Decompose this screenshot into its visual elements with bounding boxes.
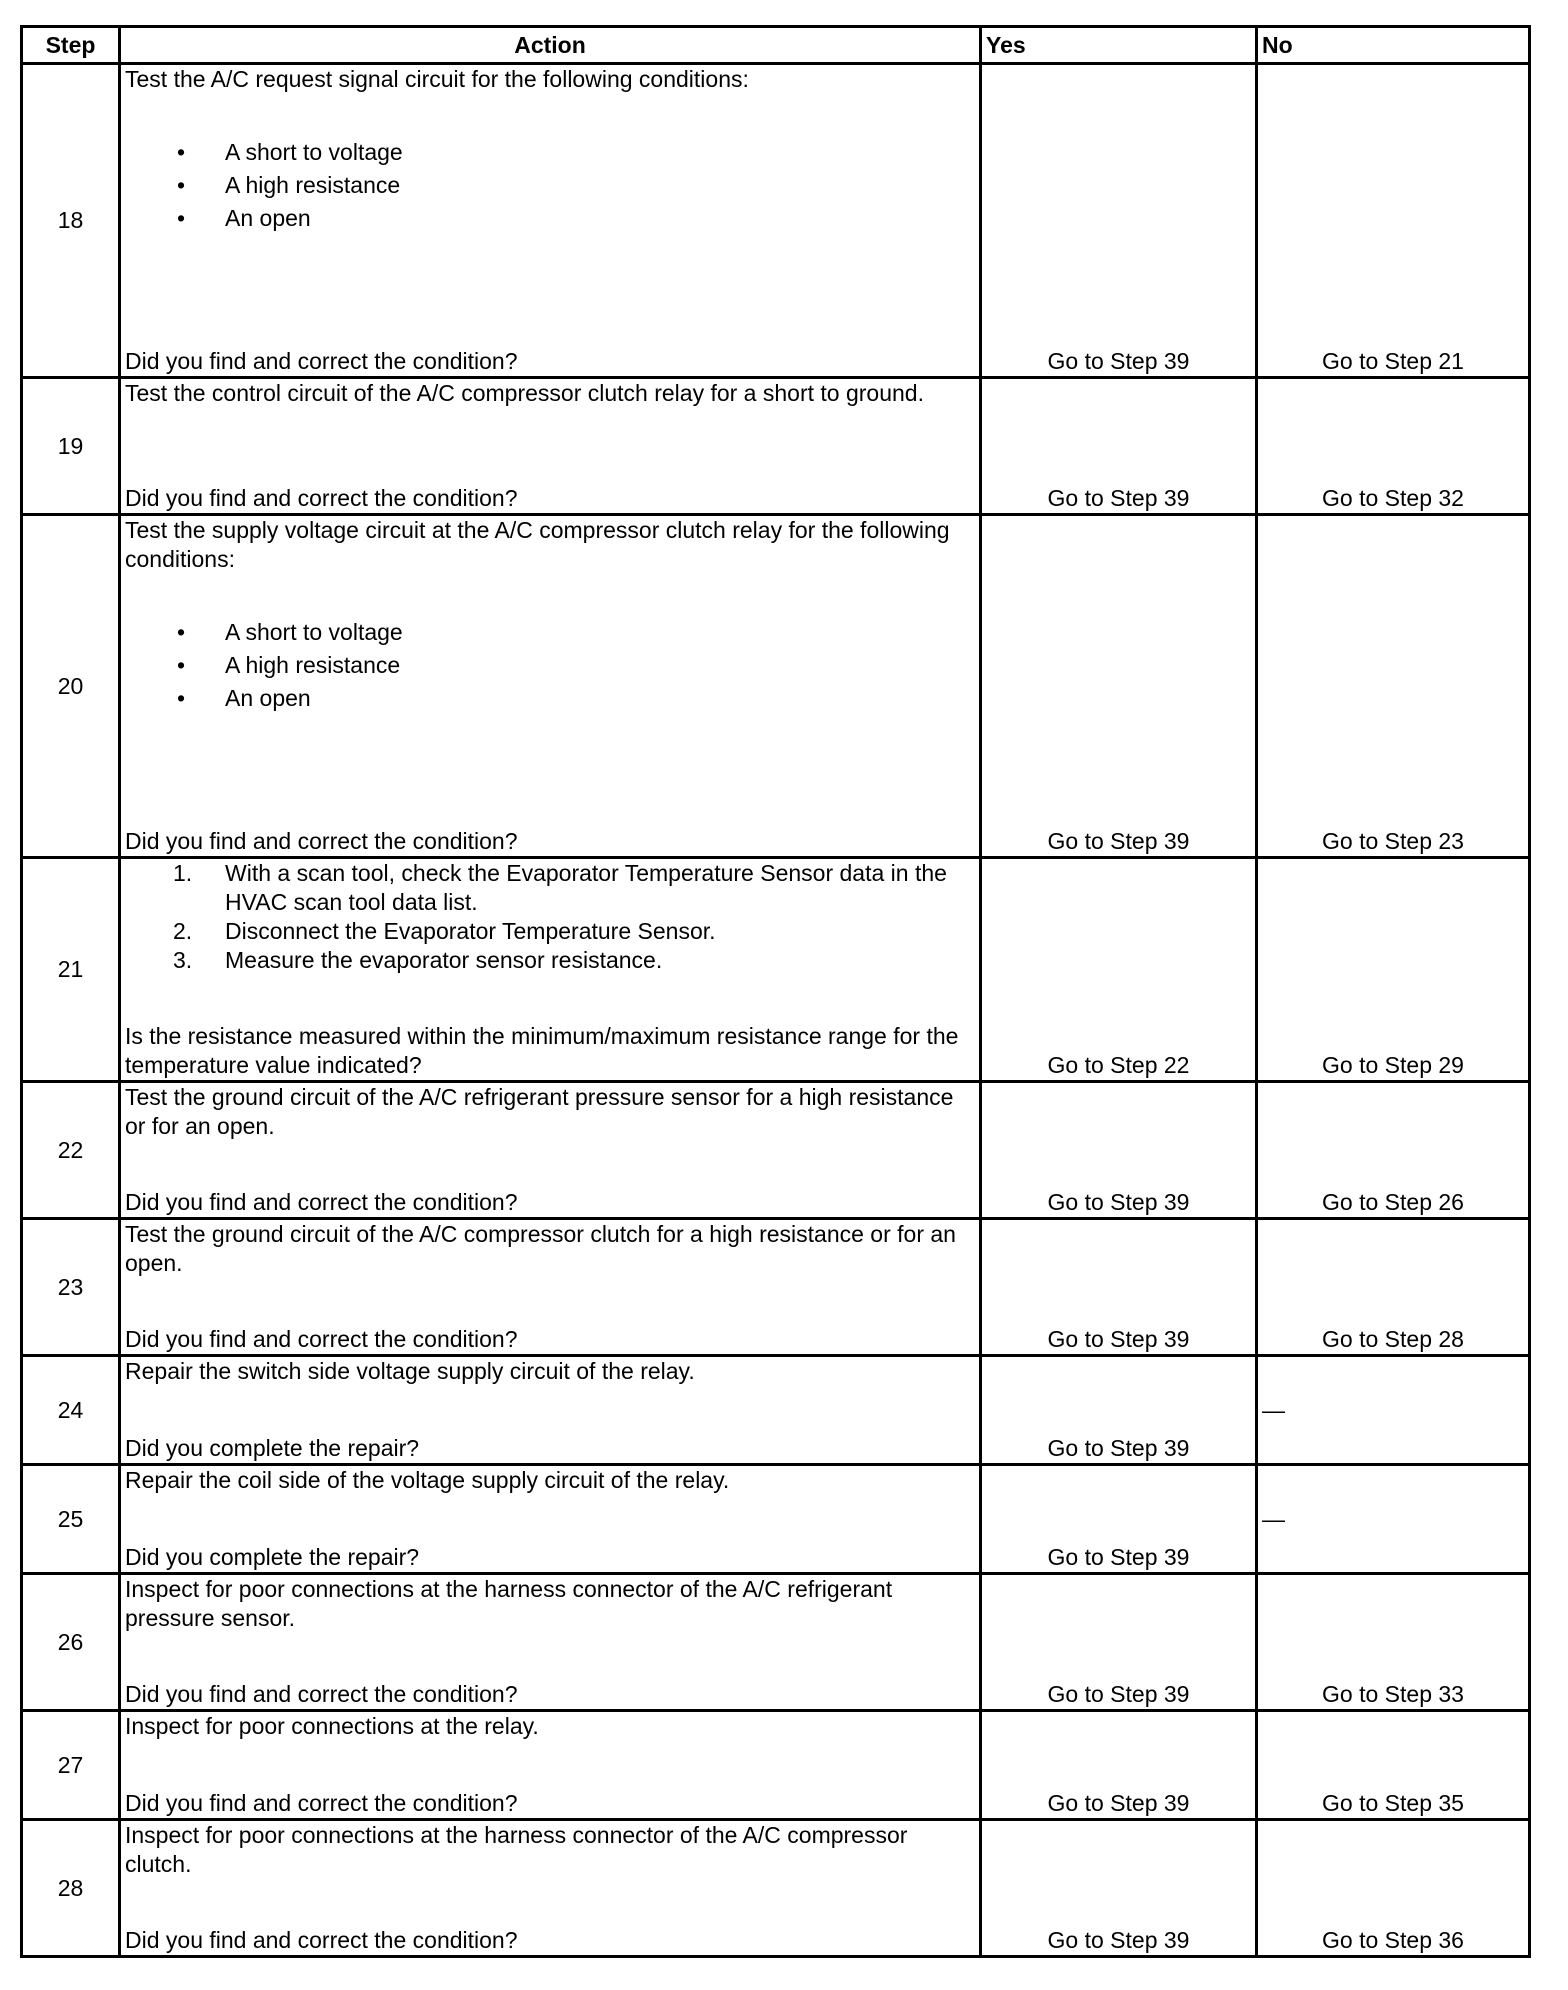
list-number: 1. <box>173 860 193 886</box>
action-question: Did you find and correct the condition? <box>125 1326 518 1352</box>
yes-result: Go to Step 39 <box>981 1082 1257 1219</box>
step-number: 21 <box>22 858 120 1082</box>
list-number: 3. <box>173 947 193 973</box>
yes-result: Go to Step 39 <box>981 1820 1257 1957</box>
step-number: 18 <box>22 64 120 378</box>
table-row <box>22 1356 1530 1465</box>
table-row <box>22 858 1530 1082</box>
no-result: Go to Step 21 <box>1257 64 1530 378</box>
step-number: 26 <box>22 1574 120 1711</box>
no-result: — <box>1257 1465 1530 1574</box>
action-instruction: Test the supply voltage circuit at the A/C compressor clutch relay for the following conditions: <box>125 517 950 572</box>
list-text: Measure the evaporator sensor resistance. <box>225 947 663 973</box>
yes-result: Go to Step 39 <box>981 515 1257 858</box>
no-result: Go to Step 33 <box>1257 1574 1530 1711</box>
step-number: 20 <box>22 515 120 858</box>
procedure-list <box>125 859 975 975</box>
action-cell <box>120 1820 981 1957</box>
list-text: Disconnect the Evaporator Temperature Sensor. <box>225 918 716 944</box>
action-cell <box>120 1574 981 1711</box>
yes-result: Go to Step 22 <box>981 858 1257 1082</box>
table-row <box>22 515 1530 858</box>
action-instruction: Test the ground circuit of the A/C compressor clutch for a high resistance or for an open. <box>125 1221 956 1276</box>
action-question: Did you complete the repair? <box>125 1544 420 1570</box>
table-row <box>22 1219 1530 1356</box>
action-question: Did you find and correct the condition? <box>125 348 518 374</box>
action-cell <box>120 378 981 515</box>
no-result: Go to Step 36 <box>1257 1820 1530 1957</box>
action-instruction: Test the ground circuit of the A/C refrigerant pressure sensor for a high resistance or for an open. <box>125 1084 954 1139</box>
action-cell <box>120 1356 981 1465</box>
action-question: Is the resistance measured within the minimum/maximum resistance range for the temperature value indicated? <box>125 1023 959 1078</box>
no-result: Go to Step 26 <box>1257 1082 1530 1219</box>
step-number: 25 <box>22 1465 120 1574</box>
action-instruction: Inspect for poor connections at the harness connector of the A/C refrigerant pressure sensor. <box>125 1576 893 1631</box>
step-number: 22 <box>22 1082 120 1219</box>
list-text: With a scan tool, check the Evaporator Temperature Sensor data in the HVAC scan tool data list. <box>225 860 947 915</box>
no-result: Go to Step 28 <box>1257 1219 1530 1356</box>
table-row <box>22 1820 1530 1957</box>
list-item: • An open <box>225 202 975 235</box>
list-item: • A short to voltage <box>225 616 975 649</box>
step-number: 19 <box>22 378 120 515</box>
list-item: • A high resistance <box>225 649 975 682</box>
table-row <box>22 1465 1530 1574</box>
yes-result: Go to Step 39 <box>981 1356 1257 1465</box>
action-question: Did you find and correct the condition? <box>125 828 518 854</box>
action-instruction: Repair the switch side voltage supply circuit of the relay. <box>125 1358 695 1384</box>
condition-list <box>125 616 975 715</box>
action-cell <box>120 858 981 1082</box>
header-no: No <box>1257 27 1530 64</box>
list-item <box>173 859 975 917</box>
header-yes: Yes <box>981 27 1257 64</box>
table-row <box>22 64 1530 378</box>
yes-result: Go to Step 39 <box>981 64 1257 378</box>
no-result: Go to Step 23 <box>1257 515 1530 858</box>
list-item <box>173 917 975 946</box>
no-result: Go to Step 29 <box>1257 858 1530 1082</box>
yes-result: Go to Step 39 <box>981 1574 1257 1711</box>
table-row <box>22 1082 1530 1219</box>
diagnostic-table <box>20 25 1531 1958</box>
action-question: Did you find and correct the condition? <box>125 485 518 511</box>
header-action: Action <box>120 27 981 64</box>
no-result: — <box>1257 1356 1530 1465</box>
action-instruction: Repair the coil side of the voltage supply circuit of the relay. <box>125 1467 730 1493</box>
action-question: Did you complete the repair? <box>125 1435 420 1461</box>
yes-result: Go to Step 39 <box>981 1465 1257 1574</box>
yes-result: Go to Step 39 <box>981 378 1257 515</box>
yes-result: Go to Step 39 <box>981 1711 1257 1820</box>
action-cell <box>120 1711 981 1820</box>
list-number: 2. <box>173 918 193 944</box>
list-item: • A high resistance <box>225 169 975 202</box>
action-instruction: Inspect for poor connections at the harness connector of the A/C compressor clutch. <box>125 1822 908 1877</box>
list-item: • A short to voltage <box>225 136 975 169</box>
yes-result: Go to Step 39 <box>981 1219 1257 1356</box>
action-instruction: Inspect for poor connections at the relay. <box>125 1713 539 1739</box>
no-result: Go to Step 35 <box>1257 1711 1530 1820</box>
action-question: Did you find and correct the condition? <box>125 1927 518 1953</box>
step-number: 28 <box>22 1820 120 1957</box>
action-instruction: Test the A/C request signal circuit for the following conditions: <box>125 66 749 92</box>
header-row <box>22 27 1530 64</box>
list-item <box>173 946 975 975</box>
action-question: Did you find and correct the condition? <box>125 1189 518 1215</box>
action-cell <box>120 515 981 858</box>
action-question: Did you find and correct the condition? <box>125 1790 518 1816</box>
action-cell <box>120 1082 981 1219</box>
action-cell <box>120 1219 981 1356</box>
action-cell <box>120 1465 981 1574</box>
table-row <box>22 1574 1530 1711</box>
step-number: 23 <box>22 1219 120 1356</box>
list-item: • An open <box>225 682 975 715</box>
header-step: Step <box>22 27 120 64</box>
step-number: 24 <box>22 1356 120 1465</box>
step-number: 27 <box>22 1711 120 1820</box>
action-cell <box>120 64 981 378</box>
table-row <box>22 378 1530 515</box>
no-result: Go to Step 32 <box>1257 378 1530 515</box>
action-instruction: Test the control circuit of the A/C compressor clutch relay for a short to ground. <box>125 380 924 406</box>
table-row <box>22 1711 1530 1820</box>
action-question: Did you find and correct the condition? <box>125 1681 518 1707</box>
condition-list <box>125 136 975 235</box>
